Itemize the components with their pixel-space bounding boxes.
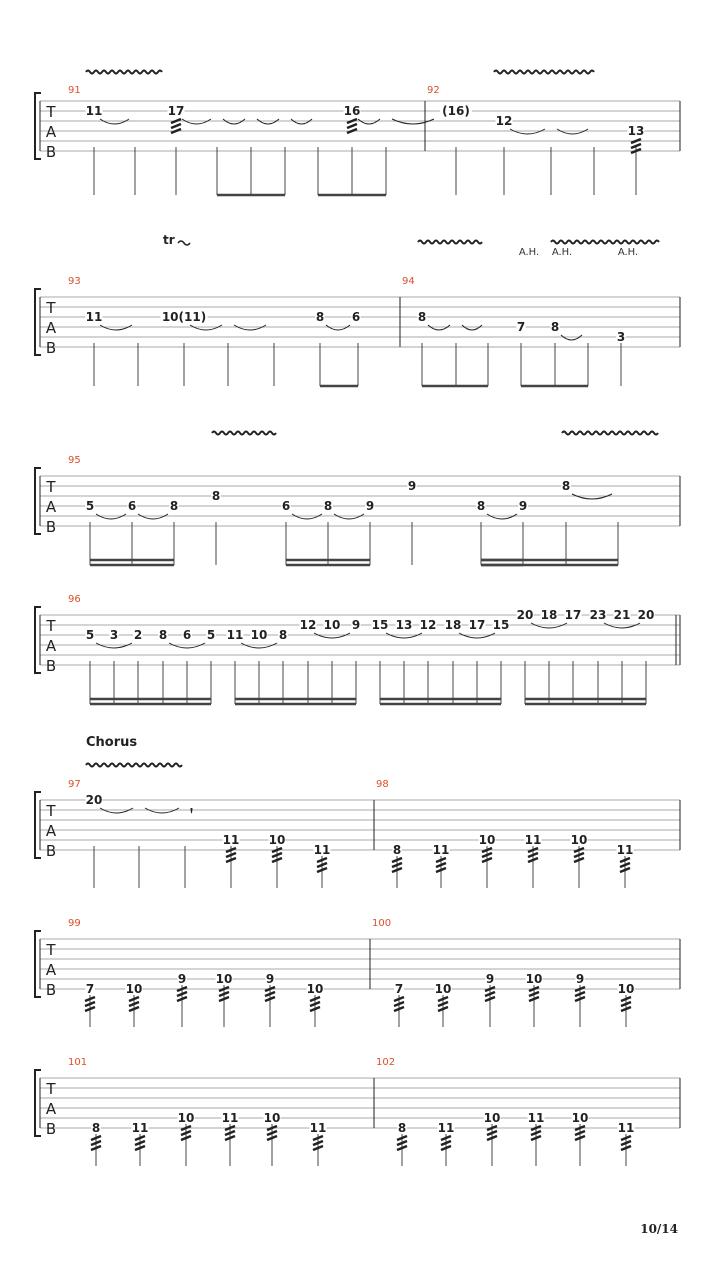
tab-letter: B <box>45 518 57 536</box>
fret-number: 10 <box>434 982 452 996</box>
fret-number: 6 <box>281 499 291 513</box>
fret-number: 11 <box>222 833 240 847</box>
fret-number: 10 <box>483 1111 501 1125</box>
fret-number: 10 <box>478 833 496 847</box>
fret-number: 18 <box>540 608 558 622</box>
page-number: 10/14 <box>640 1222 678 1236</box>
notes-layer <box>85 104 655 1150</box>
fret-number: 6 <box>182 628 192 642</box>
tab-letter: T <box>46 478 56 496</box>
fret-number: 23 <box>589 608 607 622</box>
fret-number: 3 <box>109 628 119 642</box>
fret-number: 11 <box>131 1121 149 1135</box>
staff-system <box>35 85 680 161</box>
fret-number: 10 <box>250 628 268 642</box>
fret-number: 18 <box>444 618 462 632</box>
fret-number: 9 <box>177 972 187 986</box>
fret-number: 16 <box>343 104 361 118</box>
fret-number: 10 <box>215 972 233 986</box>
fret-number: 10 <box>125 982 143 996</box>
tab-letter: T <box>46 299 56 317</box>
fret-number: 11 <box>432 843 450 857</box>
fret-number: 9 <box>365 499 375 513</box>
fret-number: 10 <box>323 618 341 632</box>
tab-letter: A <box>45 1100 57 1118</box>
tab-letter: B <box>45 1120 57 1138</box>
measure-number: 98 <box>376 779 389 790</box>
fret-number: 11 <box>226 628 244 642</box>
fret-number: 11 <box>221 1111 239 1125</box>
slur-arc <box>191 808 192 813</box>
fret-number: (16) <box>442 104 470 118</box>
fret-number: 10 <box>306 982 324 996</box>
fret-number: 21 <box>613 608 631 622</box>
fret-number: 15 <box>492 618 510 632</box>
artificial-harmonic-label: A.H. <box>518 247 540 258</box>
tab-letter: T <box>46 617 56 635</box>
trill-mark: tr <box>163 233 175 247</box>
fret-number: 10 <box>525 972 543 986</box>
fret-number: 12 <box>419 618 437 632</box>
fret-number: 8 <box>550 320 560 334</box>
tab-letter: B <box>45 981 57 999</box>
fret-number: 11 <box>313 843 331 857</box>
fret-number: 7 <box>394 982 404 996</box>
fret-number: 5 <box>206 628 216 642</box>
tab-letter: A <box>45 319 57 337</box>
fret-number: 11 <box>309 1121 327 1135</box>
measure-number: 100 <box>372 918 392 929</box>
fret-number: 8 <box>392 843 402 857</box>
fret-number: 7 <box>85 982 95 996</box>
fret-number: 9 <box>518 499 528 513</box>
measure-number: 94 <box>402 276 415 287</box>
tab-letter: B <box>45 339 57 357</box>
trill-wave <box>178 241 190 245</box>
fret-number: 13 <box>627 124 645 138</box>
tremolo-stroke <box>171 124 181 128</box>
tab-letter: T <box>46 103 56 121</box>
tab-letter: A <box>45 637 57 655</box>
fret-number: 8 <box>397 1121 407 1135</box>
artificial-harmonic-label: A.H. <box>617 247 639 258</box>
fret-number: 5 <box>85 499 95 513</box>
fret-number: 7 <box>516 320 526 334</box>
tab-letter: A <box>45 961 57 979</box>
fret-number: 11 <box>437 1121 455 1135</box>
artificial-harmonic-label: A.H. <box>551 247 573 258</box>
vibrato-wave <box>551 241 659 244</box>
measure-number: 102 <box>376 1057 396 1068</box>
fret-number: 17 <box>167 104 185 118</box>
measure-number: 96 <box>68 594 81 605</box>
fret-number: 11 <box>616 843 634 857</box>
fret-number: 8 <box>315 310 325 324</box>
fret-number: 6 <box>127 499 137 513</box>
fret-number: 20 <box>85 793 103 807</box>
tab-letter: B <box>45 842 57 860</box>
fret-number: 11 <box>85 104 103 118</box>
fret-number: 8 <box>278 628 288 642</box>
fret-number: 11 <box>527 1111 545 1125</box>
vibrato-wave <box>86 71 162 74</box>
tab-letter: T <box>46 1080 56 1098</box>
tab-letter: A <box>45 498 57 516</box>
fret-number: 6 <box>351 310 361 324</box>
measure-number: 101 <box>68 1057 88 1068</box>
fret-number: 3 <box>616 330 626 344</box>
fret-number: 8 <box>91 1121 101 1135</box>
fret-number: 11 <box>524 833 542 847</box>
fret-number: 10 <box>268 833 286 847</box>
fret-number: 9 <box>485 972 495 986</box>
fret-number: 17 <box>468 618 486 632</box>
fret-number: 9 <box>407 479 417 493</box>
fret-number: 20 <box>637 608 655 622</box>
measure-number: 91 <box>68 85 81 96</box>
vibrato-wave <box>494 71 594 74</box>
fret-number: 13 <box>395 618 413 632</box>
fret-number: 10 <box>263 1111 281 1125</box>
fret-number: 9 <box>351 618 361 632</box>
measure-number: 93 <box>68 276 81 287</box>
fret-number: 8 <box>323 499 333 513</box>
measure-number: 97 <box>68 779 81 790</box>
staff-system <box>35 594 680 675</box>
fret-number: 8 <box>211 489 221 503</box>
tremolo-stroke <box>347 124 357 128</box>
measure-number: 99 <box>68 918 81 929</box>
tab-letter: A <box>45 822 57 840</box>
fret-number: 2 <box>133 628 143 642</box>
fret-number: 8 <box>169 499 179 513</box>
vibrato-wave <box>562 432 658 435</box>
fret-number: 12 <box>299 618 317 632</box>
fret-number: 8 <box>158 628 168 642</box>
section-label: Chorus <box>86 735 138 750</box>
vibrato-wave <box>86 764 182 767</box>
fret-number: 5 <box>85 628 95 642</box>
fret-number: 15 <box>371 618 389 632</box>
measure-number: 95 <box>68 455 81 466</box>
fret-number: 8 <box>417 310 427 324</box>
fret-number: 11 <box>85 310 103 324</box>
tab-letter: B <box>45 143 57 161</box>
fret-number: 10 <box>571 1111 589 1125</box>
fret-number: 17 <box>564 608 582 622</box>
fret-number: 20 <box>516 608 534 622</box>
fret-number: 10(11) <box>161 310 207 324</box>
tab-letter: T <box>46 941 56 959</box>
vibrato-wave <box>212 432 276 435</box>
tab-letter: T <box>46 802 56 820</box>
fret-number: 11 <box>617 1121 635 1135</box>
fret-number: 8 <box>561 479 571 493</box>
fret-number: 9 <box>575 972 585 986</box>
fret-number: 10 <box>570 833 588 847</box>
fret-number: 9 <box>265 972 275 986</box>
tab-letter: A <box>45 123 57 141</box>
measure-number: 92 <box>427 85 440 96</box>
fret-number: 10 <box>177 1111 195 1125</box>
tab-letter: B <box>45 657 57 675</box>
fret-number: 12 <box>495 114 513 128</box>
fret-number: 10 <box>617 982 635 996</box>
fret-number: 8 <box>476 499 486 513</box>
vibrato-wave <box>418 241 482 244</box>
